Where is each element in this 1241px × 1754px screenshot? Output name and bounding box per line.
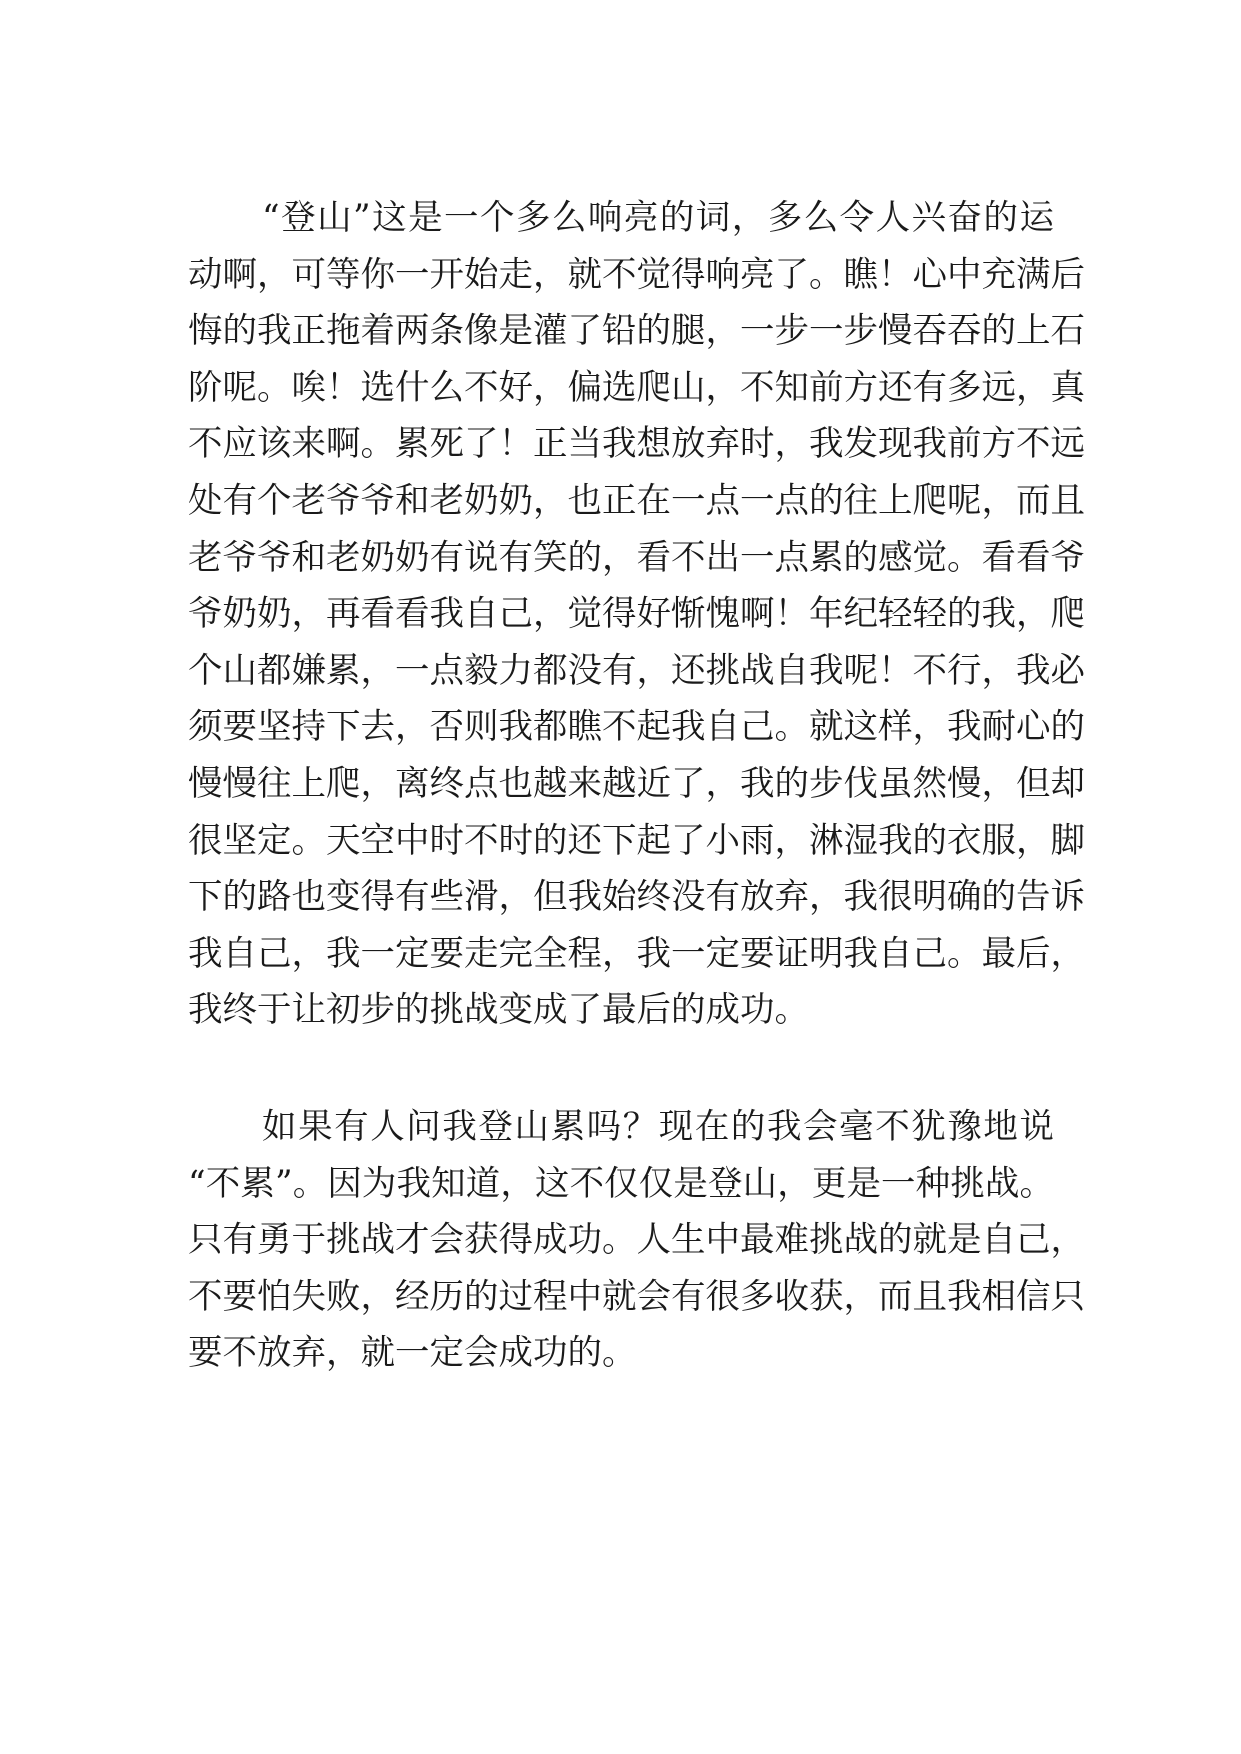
- paragraph-2-line-5: 要不放弃，就一定会成功的。: [188, 1333, 637, 1373]
- paragraph-1-line-12: 很坚定。天空中时不时的还下起了小雨，淋湿我的衣服，脚: [188, 821, 1085, 861]
- paragraph-1-line-3: 悔的我正拖着两条像是灌了铅的腿，一步一步慢吞吞的上石: [188, 311, 1085, 351]
- paragraph-1-line-11: 慢慢往上爬，离终点也越来越近了，我的步伐虽然慢，但却: [188, 764, 1085, 804]
- paragraph-1-line-4: 阶呢。唉！选什么不好，偏选爬山，不知前方还有多远，真: [188, 368, 1085, 408]
- paragraph-1-line-7: 老爷爷和老奶奶有说有笑的，看不出一点累的感觉。看看爷: [188, 538, 1085, 578]
- paragraph-1-line-8: 爷奶奶，再看看我自己，觉得好惭愧啊！年纪轻轻的我，爬: [188, 594, 1085, 634]
- paragraph-1-line-13: 下的路也变得有些滑，但我始终没有放弃，我很明确的告诉: [188, 877, 1085, 917]
- paragraph-1-line-10: 须要坚持下去，否则我都瞧不起我自己。就这样，我耐心的: [188, 707, 1085, 747]
- paragraph-1-line-15: 我终于让初步的挑战变成了最后的成功。: [188, 990, 809, 1030]
- paragraph-2-line-4: 不要怕失败，经历的过程中就会有很多收获，而且我相信只: [188, 1277, 1085, 1317]
- paragraph-1-line-5: 不应该来啊。累死了！正当我想放弃时，我发现我前方不远: [188, 424, 1085, 464]
- paragraph-1-line-14: 我自己，我一定要走完全程，我一定要证明我自己。最后，: [188, 934, 1085, 974]
- paragraph-1-line-9: 个山都嫌累，一点毅力都没有，还挑战自我呢！不行，我必: [188, 651, 1085, 691]
- paragraph-1-line-2: 动啊，可等你一开始走，就不觉得响亮了。瞧！心中充满后: [188, 255, 1085, 295]
- paragraph-2-line-1: 如果有人问我登山累吗？现在的我会毫不犹豫地说: [262, 1107, 1054, 1147]
- paragraph-1-line-6: 处有个老爷爷和老奶奶，也正在一点一点的往上爬呢，而且: [188, 481, 1085, 521]
- paragraph-1-line-1: “登山”这是一个多么响亮的词，多么令人兴奋的运: [262, 198, 1054, 238]
- paragraph-2-line-3: 只有勇于挑战才会获得成功。人生中最难挑战的就是自己，: [188, 1220, 1085, 1260]
- paragraph-2-line-2: “不累”。因为我知道，这不仅仅是登山，更是一种挑战。: [188, 1164, 1054, 1204]
